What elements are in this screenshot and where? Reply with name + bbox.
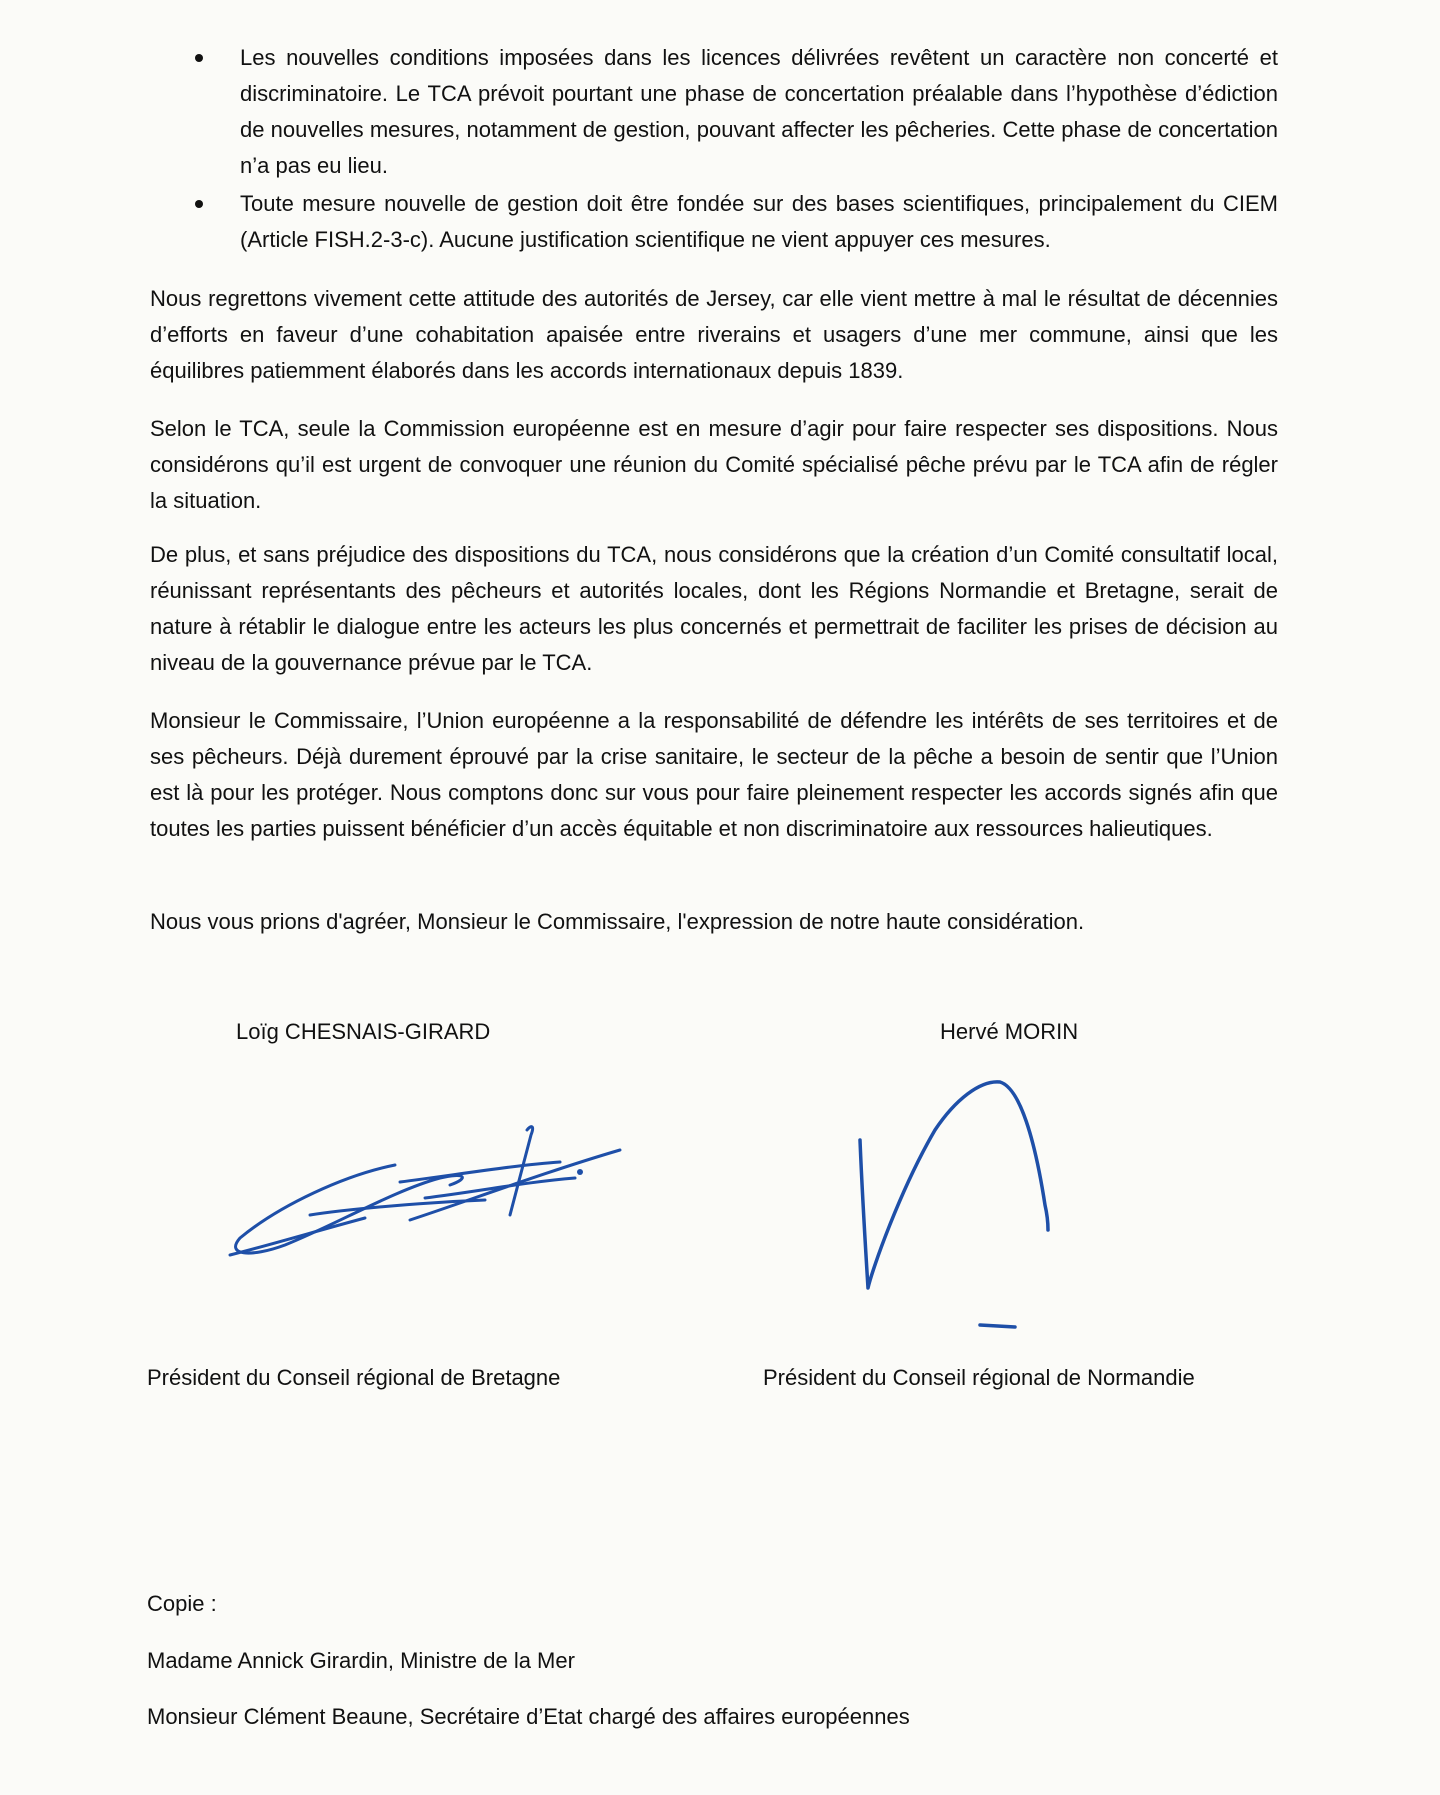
bullet-item: [150, 40, 1278, 184]
signatory-left-title: Président du Conseil régional de Bretagne: [147, 1365, 561, 1390]
bullet-dot-icon: [195, 200, 203, 208]
paragraph-local-committee: De plus, et sans préjudice des dispositions du TCA, nous considérons que la création d’un Comité consultatif local, réunissant représentants des pêcheurs et autorités locales, dont les Régions Normandie et Bretagne, serait de nature à rétablir le dialogue entre les acteurs les plus concernés et permettrait de faciliter les prises de décision au niveau de la gouvernance prévue par le TCA.: [150, 542, 1278, 675]
signatory-right-name: Hervé MORIN: [940, 1019, 1079, 1044]
bullet-dot-icon: [195, 54, 203, 62]
bullet-text: Toute mesure nouvelle de gestion doit être fondée sur des bases scientifiques, principalement du CIEM (Article FISH.2-3-c). Aucune justification scientifique ne vient appuyer ces mesures.: [240, 191, 1278, 252]
bullet-text: Les nouvelles conditions imposées dans les licences délivrées revêtent un caractère non concerté et discriminatoire. Le TCA prévoit pourtant une phase de concertation préalable dans l’hypothèse d’édiction de nouvelles mesures, notamment de gestion, pouvant affecter les pêcheries. Cette phase de concertation n’a pas eu lieu.: [240, 45, 1278, 178]
bullet-list: [150, 40, 1278, 260]
copy-recipient: Madame Annick Girardin, Ministre de la Mer: [147, 1648, 575, 1673]
paragraph-commission: Selon le TCA, seule la Commission européenne est en mesure d’agir pour faire respecter ses dispositions. Nous considérons qu’il est urgent de convoquer une réunion du Comité spécialisé pêche prévu par le TCA afin de régler la situation.: [150, 416, 1278, 513]
signatory-left-name: Loïg CHESNAIS-GIRARD: [236, 1019, 491, 1044]
signatory-right-title: Président du Conseil régional de Normandie: [763, 1365, 1195, 1390]
paragraph-union-responsibility: Monsieur le Commissaire, l’Union européenne a la responsabilité de défendre les intérêts de ses territoires et de ses pêcheurs. Déjà durement éprouvé par la crise sanitaire, le secteur de la pêche a besoin de sentir que l’Union est là pour les protéger. Nous comptons donc sur vous pour faire pleinement respecter les accords signés afin que toutes les parties puissent bénéficier d’un accès équitable et non discriminatoire aux ressources halieutiques.: [150, 708, 1278, 841]
paragraph-closing: Nous vous prions d'agréer, Monsieur le Commissaire, l'expression de notre haute considération.: [150, 909, 1085, 934]
bullet-item: [150, 186, 1278, 258]
signature-right: [840, 1070, 1100, 1340]
copy-recipient: Monsieur Clément Beaune, Secrétaire d’Etat chargé des affaires européennes: [147, 1704, 910, 1729]
copy-label: Copie :: [147, 1591, 217, 1616]
paragraph-jersey-attitude: Nous regrettons vivement cette attitude des autorités de Jersey, car elle vient mettre à mal le résultat de décennies d’efforts en faveur d’une cohabitation apaisée entre riverains et usagers d’une mer commune, ainsi que les équilibres patiemment élaborés dans les accords internationaux depuis 1839.: [150, 286, 1278, 383]
signature-left: [225, 1120, 635, 1270]
